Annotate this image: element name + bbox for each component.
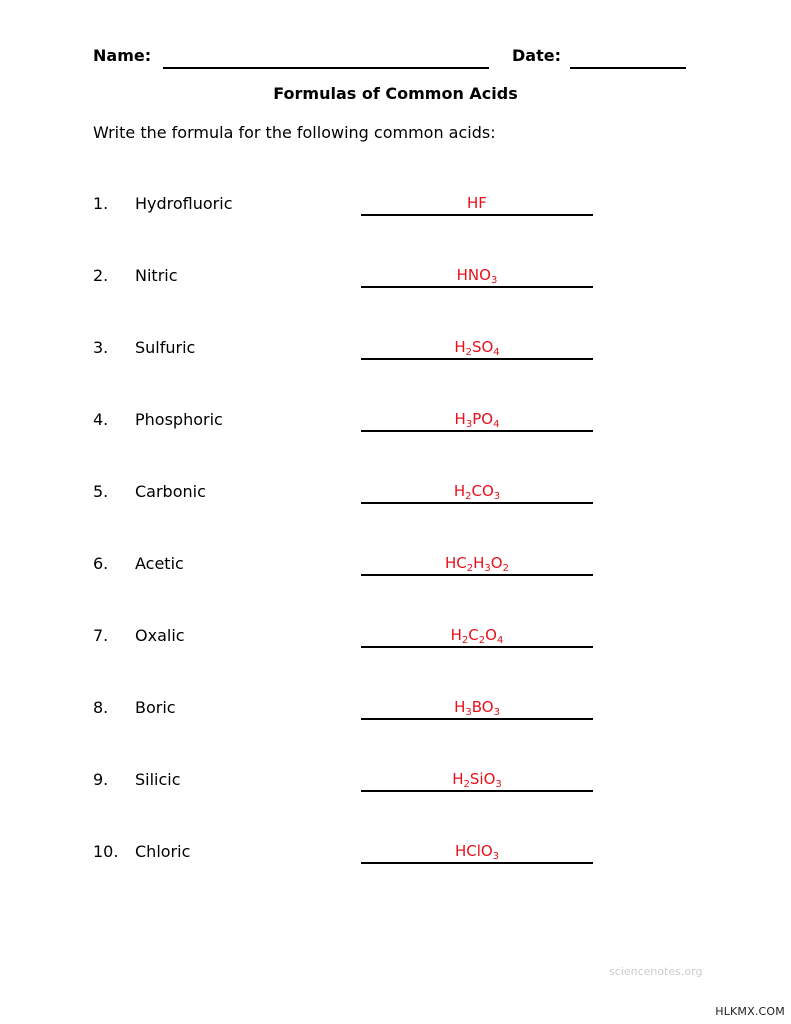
formula-subscript: 2	[461, 635, 469, 646]
formula-subscript: 2	[465, 491, 472, 502]
acid-number: 10.	[93, 842, 119, 861]
formula-answer[interactable]	[361, 840, 593, 864]
acid-name: Sulfuric	[135, 338, 196, 357]
name-label: Name:	[93, 46, 152, 65]
formula-subscript: 3	[492, 851, 500, 862]
formula-symbol: H	[450, 626, 462, 644]
formula-answer[interactable]	[361, 552, 593, 576]
formula-answer[interactable]	[361, 408, 593, 432]
formula-symbol: H	[453, 482, 466, 500]
formula-answer[interactable]	[361, 336, 593, 360]
acid-number: 3.	[93, 338, 109, 357]
formula-symbol: HNO	[456, 266, 491, 284]
acid-row	[0, 698, 791, 728]
formula-symbol: C	[468, 626, 479, 644]
formula-subscript: 3	[493, 707, 500, 718]
acid-name: Oxalic	[135, 626, 185, 645]
acid-number: 9.	[93, 770, 109, 789]
acid-row	[0, 266, 791, 296]
acid-name: Nitric	[135, 266, 178, 285]
formula-subscript: 4	[496, 635, 504, 646]
acid-number: 6.	[93, 554, 109, 573]
formula-answer[interactable]	[361, 192, 593, 216]
formula-symbol: CO	[471, 482, 494, 500]
formula-symbol: O	[490, 554, 503, 572]
acid-row	[0, 842, 791, 872]
acid-name: Hydrofluoric	[135, 194, 233, 213]
formula-symbol: HClO	[454, 842, 493, 860]
page-title: Formulas of Common Acids	[273, 84, 518, 103]
formula-subscript: 2	[463, 779, 470, 790]
site-watermark: HLKMX.COM	[715, 1005, 785, 1018]
acid-name: Boric	[135, 698, 176, 717]
formula-subscript: 3	[493, 491, 501, 502]
acid-name: Acetic	[135, 554, 184, 573]
formula-symbol: PO	[472, 410, 494, 428]
acid-number: 8.	[93, 698, 109, 717]
acid-number: 2.	[93, 266, 109, 285]
acid-number: 1.	[93, 194, 109, 213]
formula-symbol: HF	[467, 194, 487, 212]
formula-answer[interactable]	[361, 768, 593, 792]
formula-subscript: 4	[493, 419, 500, 430]
acid-row	[0, 338, 791, 368]
formula-symbol: H	[473, 554, 485, 572]
instructions: Write the formula for the following common acids:	[93, 123, 496, 142]
formula-subscript: 3	[495, 779, 502, 790]
acid-row	[0, 770, 791, 800]
acid-row	[0, 482, 791, 512]
formula-symbol: BO	[471, 698, 494, 716]
acid-number: 7.	[93, 626, 109, 645]
formula-subscript: 2	[502, 563, 509, 574]
formula-answer[interactable]	[361, 696, 593, 720]
acid-row	[0, 194, 791, 224]
formula-subscript: 2	[465, 347, 472, 358]
formula-answer[interactable]	[361, 264, 593, 288]
formula-symbol: H	[454, 338, 466, 356]
acid-number: 4.	[93, 410, 109, 429]
acid-number: 5.	[93, 482, 109, 501]
formula-symbol: O	[485, 626, 497, 644]
acid-row	[0, 626, 791, 656]
formula-symbol: H	[454, 698, 466, 716]
formula-subscript: 4	[493, 347, 500, 358]
acid-name: Silicic	[135, 770, 181, 789]
formula-subscript: 3	[490, 275, 498, 286]
formula-symbol: HC	[445, 554, 467, 572]
formula-subscript: 2	[466, 563, 474, 574]
acid-name: Carbonic	[135, 482, 206, 501]
formula-answer[interactable]	[361, 480, 593, 504]
formula-subscript: 2	[478, 635, 486, 646]
formula-symbol: SiO	[469, 770, 496, 788]
name-field[interactable]	[163, 67, 489, 69]
formula-subscript: 3	[484, 563, 491, 574]
acid-row	[0, 554, 791, 584]
formula-symbol: H	[454, 410, 466, 428]
credit-text: sciencenotes.org	[609, 965, 703, 978]
formula-subscript: 3	[465, 419, 473, 430]
acid-name: Chloric	[135, 842, 191, 861]
acid-name: Phosphoric	[135, 410, 223, 429]
formula-symbol: H	[452, 770, 464, 788]
date-label: Date:	[512, 46, 561, 65]
formula-subscript: 3	[465, 707, 472, 718]
formula-symbol: SO	[471, 338, 494, 356]
date-field[interactable]	[570, 67, 686, 69]
acid-row	[0, 410, 791, 440]
formula-answer[interactable]	[361, 624, 593, 648]
